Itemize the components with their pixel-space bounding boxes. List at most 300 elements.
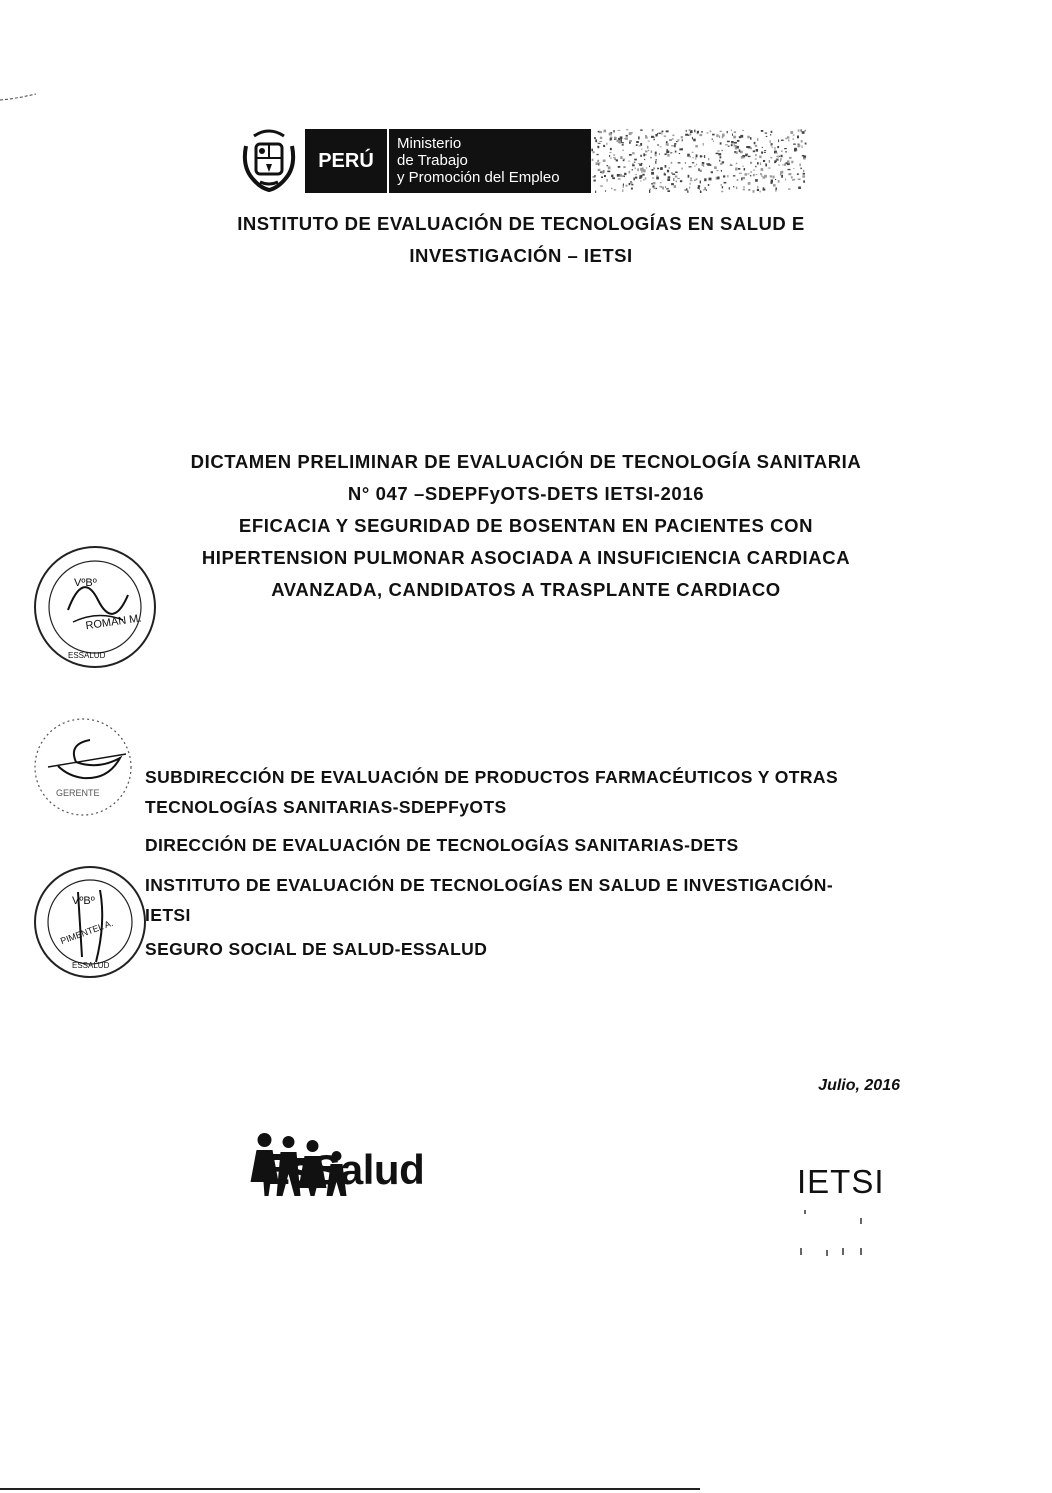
noise-dot bbox=[803, 170, 804, 172]
noise-dot bbox=[647, 146, 649, 149]
noise-dot bbox=[592, 159, 594, 161]
svg-text:VºBº: VºBº bbox=[72, 895, 95, 907]
noise-dot bbox=[612, 177, 615, 179]
noise-dot bbox=[781, 155, 783, 157]
noise-dot bbox=[640, 181, 641, 182]
noise-dot bbox=[770, 175, 772, 177]
noise-dot bbox=[709, 178, 712, 181]
noise-dot bbox=[719, 160, 720, 162]
noise-dot bbox=[801, 129, 802, 131]
noise-dot bbox=[678, 162, 681, 163]
noise-dot bbox=[671, 183, 674, 185]
noise-dot bbox=[791, 161, 793, 164]
noise-dot bbox=[591, 149, 593, 152]
svg-text:ESSALUD: ESSALUD bbox=[68, 651, 106, 660]
noise-dot bbox=[750, 162, 752, 164]
noise-dot bbox=[652, 129, 654, 131]
noise-dot bbox=[738, 168, 740, 170]
noise-dot bbox=[643, 179, 644, 181]
noise-dot bbox=[629, 171, 631, 174]
noise-dot bbox=[802, 145, 803, 148]
noise-dot bbox=[674, 145, 676, 148]
noise-dot bbox=[635, 168, 636, 170]
noise-dot bbox=[662, 187, 664, 190]
noise-dot bbox=[747, 173, 749, 174]
ietsi-logo-marks bbox=[797, 1200, 897, 1260]
noise-dot bbox=[686, 130, 687, 132]
noise-dot bbox=[689, 166, 692, 167]
noise-dot bbox=[662, 131, 664, 133]
noise-dot bbox=[722, 186, 723, 188]
noise-dot bbox=[768, 168, 771, 169]
noise-dot bbox=[598, 169, 601, 171]
noise-dot bbox=[659, 186, 660, 188]
ministry-line-1: Ministerio bbox=[397, 135, 462, 152]
noise-dot bbox=[772, 146, 773, 148]
noise-dot bbox=[763, 160, 765, 162]
noise-dot bbox=[737, 179, 739, 181]
noise-dot bbox=[750, 171, 752, 172]
noise-dot bbox=[629, 183, 631, 185]
noise-dot bbox=[618, 138, 620, 140]
affiliation-line: INSTITUTO DE EVALUACIÓN DE TECNOLOGÍAS EN SALUD E INVESTIGACIÓN- bbox=[145, 875, 834, 895]
noise-dot bbox=[655, 154, 657, 157]
noise-dot bbox=[765, 133, 767, 134]
ministry-brand-block bbox=[389, 129, 591, 193]
noise-dot bbox=[755, 145, 757, 147]
noise-dot bbox=[741, 178, 742, 181]
noise-dot bbox=[689, 187, 690, 189]
noise-dot bbox=[671, 162, 673, 164]
noise-dot bbox=[606, 143, 607, 145]
noise-dot bbox=[792, 179, 795, 181]
ministry-line-2: de Trabajo bbox=[397, 152, 468, 169]
noise-dot bbox=[776, 156, 778, 157]
noise-dot bbox=[618, 178, 621, 180]
noise-dot bbox=[629, 154, 632, 156]
noise-dot bbox=[750, 147, 752, 149]
noise-dot bbox=[645, 151, 648, 153]
noise-dot bbox=[685, 190, 688, 191]
noise-dot bbox=[714, 166, 717, 169]
noise-dot bbox=[618, 130, 621, 131]
noise-dot bbox=[778, 139, 779, 142]
noise-dot bbox=[652, 177, 654, 178]
noise-dot bbox=[743, 189, 745, 191]
noise-dot bbox=[748, 156, 751, 157]
noise-dot bbox=[782, 164, 783, 165]
affiliation-line: TECNOLOGÍAS SANITARIAS-SDEPFyOTS bbox=[145, 797, 507, 817]
noise-dot bbox=[639, 164, 642, 166]
noise-dot bbox=[756, 149, 758, 152]
noise-dot bbox=[798, 179, 801, 181]
noise-dot bbox=[716, 153, 719, 155]
noise-dot bbox=[651, 169, 653, 171]
noise-dot bbox=[743, 186, 745, 187]
noise-dot bbox=[742, 130, 744, 131]
noise-dot bbox=[613, 130, 614, 133]
noise-dot bbox=[750, 137, 752, 140]
noise-dot bbox=[605, 190, 606, 192]
noise-dot bbox=[776, 159, 778, 160]
noise-dot bbox=[672, 174, 675, 175]
noise-dot bbox=[718, 153, 721, 155]
noise-dot bbox=[712, 134, 715, 136]
noise-dot bbox=[799, 164, 801, 167]
noise-dot bbox=[598, 143, 601, 144]
noise-dot bbox=[722, 150, 723, 151]
noise-dot bbox=[642, 168, 644, 171]
noise-dot bbox=[716, 134, 718, 137]
noise-dot bbox=[639, 175, 641, 178]
noise-dot bbox=[667, 179, 670, 181]
noise-dot bbox=[721, 184, 722, 186]
noise-dot bbox=[618, 140, 621, 143]
noise-dot bbox=[618, 166, 621, 168]
noise-dot bbox=[746, 146, 749, 148]
noise-dot bbox=[747, 136, 750, 139]
noise-dot bbox=[599, 131, 602, 133]
noise-dot bbox=[680, 180, 682, 182]
noise-dot bbox=[742, 155, 745, 157]
noise-dot bbox=[774, 147, 775, 150]
noise-dot bbox=[766, 136, 768, 137]
noise-dot bbox=[595, 191, 596, 193]
noise-dot bbox=[666, 151, 669, 154]
noise-dot bbox=[657, 168, 659, 169]
noise-dot bbox=[650, 157, 652, 159]
noise-dot bbox=[753, 190, 755, 193]
noise-dot bbox=[602, 171, 604, 174]
noise-dot bbox=[620, 156, 622, 159]
affiliation-sdepfyots bbox=[145, 762, 915, 822]
noise-dot bbox=[677, 141, 678, 142]
noise-dot bbox=[729, 187, 730, 189]
noise-dot bbox=[745, 173, 748, 176]
noise-dot bbox=[624, 138, 626, 139]
noise-dot bbox=[788, 188, 790, 189]
noise-dot bbox=[656, 177, 659, 180]
noise-dot bbox=[771, 131, 773, 133]
noise-dot bbox=[755, 154, 757, 156]
noise-dot bbox=[733, 186, 734, 187]
noise-dot bbox=[665, 153, 667, 155]
noise-dot bbox=[722, 161, 724, 163]
dictamen-line-1: DICTAMEN PRELIMINAR DE EVALUACIÓN DE TECNOLOGÍA SANITARIA bbox=[190, 451, 862, 472]
noise-dot bbox=[693, 157, 694, 158]
noise-dot bbox=[681, 148, 683, 150]
noise-dot bbox=[763, 189, 766, 191]
noise-dot bbox=[685, 134, 688, 136]
noise-dot bbox=[690, 178, 692, 180]
noise-dot bbox=[652, 185, 654, 187]
noise-dot bbox=[700, 155, 702, 157]
noise-dot bbox=[780, 160, 781, 162]
noise-dot bbox=[632, 169, 634, 170]
institute-title-line-1: INSTITUTO DE EVALUACIÓN DE TECNOLOGÍAS EN SALUD E bbox=[237, 213, 805, 234]
noise-dot bbox=[661, 186, 662, 188]
signature-stamp bbox=[28, 710, 138, 825]
noise-dot bbox=[731, 144, 733, 146]
noise-dot bbox=[670, 152, 672, 153]
noise-dot bbox=[708, 158, 709, 160]
noise-dot bbox=[694, 166, 695, 167]
noise-dot bbox=[725, 144, 728, 145]
noise-dot bbox=[648, 150, 649, 151]
noise-dot bbox=[695, 145, 698, 147]
noise-dot bbox=[756, 174, 758, 175]
noise-dot bbox=[717, 150, 719, 151]
noise-dot bbox=[743, 177, 746, 179]
noise-dot bbox=[736, 187, 737, 190]
noise-dot bbox=[703, 189, 705, 190]
noise-dot bbox=[635, 174, 637, 175]
noise-dot bbox=[797, 136, 799, 139]
svg-text:ROMAN M.: ROMAN M. bbox=[84, 612, 143, 633]
noise-dot bbox=[704, 178, 706, 181]
noise-dot bbox=[669, 139, 672, 141]
noise-dot bbox=[755, 179, 758, 182]
noise-dot bbox=[785, 151, 787, 152]
institute-title bbox=[150, 208, 892, 272]
noise-dot bbox=[614, 189, 617, 190]
noise-dot bbox=[659, 154, 660, 155]
noise-dot bbox=[601, 176, 603, 177]
noise-dot bbox=[698, 185, 700, 187]
noise-dot bbox=[614, 137, 616, 139]
noise-dot bbox=[793, 144, 796, 145]
peru-label: PERÚ bbox=[318, 150, 374, 172]
noise-dot bbox=[597, 146, 599, 148]
noise-dot bbox=[672, 135, 674, 137]
noise-dot bbox=[750, 175, 751, 176]
affiliation-line: IETSI bbox=[145, 905, 191, 925]
noise-dot bbox=[667, 170, 669, 173]
noise-dot bbox=[664, 136, 666, 137]
noise-dot bbox=[603, 160, 604, 161]
noise-dot bbox=[713, 141, 714, 142]
noise-dot bbox=[735, 169, 736, 171]
noise-dot bbox=[762, 147, 763, 148]
noise-dot bbox=[744, 168, 746, 171]
noise-dot bbox=[745, 155, 747, 157]
noise-dot bbox=[616, 159, 618, 161]
noise-dot bbox=[639, 145, 641, 146]
affiliation-line: SUBDIRECCIÓN DE EVALUACIÓN DE PRODUCTOS FARMACÉUTICOS Y OTRAS bbox=[145, 767, 839, 787]
noise-dot bbox=[757, 163, 759, 165]
noise-dot bbox=[671, 145, 674, 146]
noise-dot bbox=[607, 165, 609, 166]
noise-dot bbox=[761, 130, 764, 132]
noise-dot bbox=[690, 180, 693, 181]
noise-dot bbox=[613, 157, 616, 158]
noise-dot bbox=[645, 177, 647, 179]
noise-dot bbox=[710, 131, 712, 133]
noise-dot bbox=[781, 175, 783, 178]
noise-dot bbox=[696, 178, 698, 180]
noise-dot bbox=[702, 164, 704, 166]
dictamen-title bbox=[100, 446, 952, 606]
noise-dot bbox=[623, 184, 624, 186]
noise-dot bbox=[648, 141, 650, 142]
noise-dot bbox=[781, 140, 784, 141]
noise-dot bbox=[755, 166, 756, 168]
noise-dot bbox=[764, 150, 766, 151]
approval-stamp bbox=[30, 862, 150, 982]
noise-dot bbox=[623, 186, 624, 188]
noise-dot bbox=[740, 135, 743, 138]
noise-dot bbox=[666, 141, 668, 143]
noise-dot bbox=[739, 173, 742, 174]
noise-dot bbox=[622, 176, 623, 177]
noise-dot bbox=[775, 153, 778, 154]
noise-dot bbox=[678, 139, 680, 140]
noise-dot bbox=[794, 149, 796, 151]
noise-dot bbox=[665, 187, 666, 188]
noise-dot bbox=[688, 175, 690, 178]
noise-dot bbox=[636, 144, 638, 146]
noise-dot bbox=[667, 190, 670, 192]
noise-dot bbox=[688, 135, 689, 136]
document-date: Julio, 2016 bbox=[818, 1077, 900, 1094]
noise-dot bbox=[706, 189, 707, 191]
noise-dot bbox=[651, 136, 654, 138]
noise-dot bbox=[604, 130, 607, 133]
noise-dot bbox=[596, 162, 599, 165]
noise-dot bbox=[802, 155, 805, 156]
noise-dot bbox=[757, 138, 758, 141]
noise-dot bbox=[628, 161, 630, 162]
noise-dot bbox=[632, 152, 635, 154]
noise-dot bbox=[630, 182, 632, 183]
affiliation-ietsi bbox=[145, 870, 915, 930]
noise-dot bbox=[770, 134, 771, 136]
peru-coat-of-arms-icon bbox=[240, 126, 298, 192]
noise-dot bbox=[634, 162, 636, 163]
noise-dot bbox=[721, 170, 722, 172]
noise-dot bbox=[667, 154, 669, 157]
noise-dot bbox=[692, 152, 694, 153]
noise-dot bbox=[694, 130, 695, 133]
noise-dot bbox=[594, 175, 596, 176]
noise-dot bbox=[624, 176, 625, 178]
noise-dot bbox=[736, 148, 737, 149]
noise-dot bbox=[788, 173, 791, 175]
noise-dot bbox=[654, 139, 655, 141]
noise-dot bbox=[721, 191, 723, 192]
noise-dot bbox=[802, 175, 805, 177]
noise-dot bbox=[677, 178, 680, 179]
noise-dot bbox=[631, 184, 633, 186]
scan-mark bbox=[0, 92, 40, 104]
noise-dot bbox=[658, 133, 660, 134]
noise-dot bbox=[798, 187, 801, 190]
noise-dot bbox=[669, 167, 670, 169]
noise-dot bbox=[651, 150, 653, 153]
noise-dot bbox=[656, 175, 657, 176]
noise-dot bbox=[655, 161, 656, 164]
noise-dot bbox=[604, 175, 606, 177]
noise-dot bbox=[727, 141, 730, 143]
noise-dot bbox=[685, 162, 686, 164]
noise-dot bbox=[613, 154, 614, 156]
noise-dot bbox=[598, 163, 599, 165]
noise-dot bbox=[701, 131, 703, 132]
noise-dot bbox=[697, 131, 699, 133]
ietsi-logo-text: IETSI bbox=[797, 1163, 885, 1200]
noise-dot bbox=[594, 180, 596, 182]
noise-dot bbox=[720, 142, 722, 144]
noise-dot bbox=[679, 153, 680, 154]
noise-dot bbox=[802, 131, 805, 134]
noise-dot bbox=[688, 156, 691, 158]
noise-dot bbox=[610, 137, 613, 139]
noise-dot bbox=[717, 177, 719, 180]
noise-dot bbox=[692, 162, 694, 163]
noise-dot bbox=[765, 163, 766, 165]
noise-dot bbox=[761, 175, 762, 177]
noise-dot bbox=[611, 188, 613, 189]
noise-dot bbox=[773, 184, 776, 187]
dictamen-number: N° 047 –SDEPFyOTS-DETS IETSI-2016 bbox=[347, 483, 705, 504]
noise-dot bbox=[668, 176, 671, 178]
noise-dot bbox=[712, 139, 713, 140]
noise-dot bbox=[723, 175, 725, 177]
noise-dot bbox=[635, 177, 637, 179]
noise-dot bbox=[661, 132, 662, 135]
noise-dot bbox=[790, 131, 793, 134]
noise-dot bbox=[649, 189, 651, 190]
noise-dot bbox=[785, 179, 786, 181]
noise-dot bbox=[731, 130, 732, 131]
noise-dot bbox=[789, 157, 792, 159]
essalud-logo-text: EsSalud bbox=[262, 1146, 425, 1193]
noise-dot bbox=[698, 187, 700, 189]
noise-dot bbox=[640, 129, 642, 131]
noise-dot bbox=[646, 167, 647, 168]
noise-dot bbox=[710, 164, 711, 166]
noise-dot bbox=[734, 144, 735, 146]
noise-dot bbox=[622, 142, 624, 143]
noise-dot bbox=[733, 175, 736, 176]
noise-dot bbox=[792, 138, 794, 139]
noise-dot bbox=[594, 137, 596, 139]
noise-dot bbox=[595, 139, 597, 142]
noise-dot bbox=[793, 135, 795, 136]
noise-dot bbox=[692, 137, 693, 140]
noise-dot bbox=[637, 168, 639, 171]
noise-dot bbox=[711, 171, 713, 173]
noise-dot bbox=[785, 138, 787, 140]
dictamen-line-4: HIPERTENSION PULMONAR ASOCIADA A INSUFICIENCIA CARDIACA bbox=[201, 547, 851, 568]
noise-dot bbox=[696, 154, 698, 157]
dictamen-line-5: AVANZADA, CANDIDATOS A TRASPLANTE CARDIACO bbox=[271, 579, 781, 600]
noise-dot bbox=[597, 160, 599, 162]
noise-dot bbox=[720, 156, 722, 158]
noise-dot bbox=[770, 145, 772, 147]
affiliation-dets: DIRECCIÓN DE EVALUACIÓN DE TECNOLOGÍAS SANITARIAS-DETS bbox=[145, 835, 739, 855]
noise-dot bbox=[728, 146, 730, 147]
noise-dot bbox=[609, 152, 611, 153]
noise-dot bbox=[764, 175, 767, 178]
noise-dot bbox=[690, 133, 692, 135]
noise-dot bbox=[676, 181, 677, 183]
noise-dot bbox=[764, 152, 766, 153]
noise-dot bbox=[748, 189, 750, 190]
noise-dot bbox=[704, 155, 705, 158]
noise-dot bbox=[803, 173, 805, 175]
noise-dot bbox=[779, 156, 780, 157]
